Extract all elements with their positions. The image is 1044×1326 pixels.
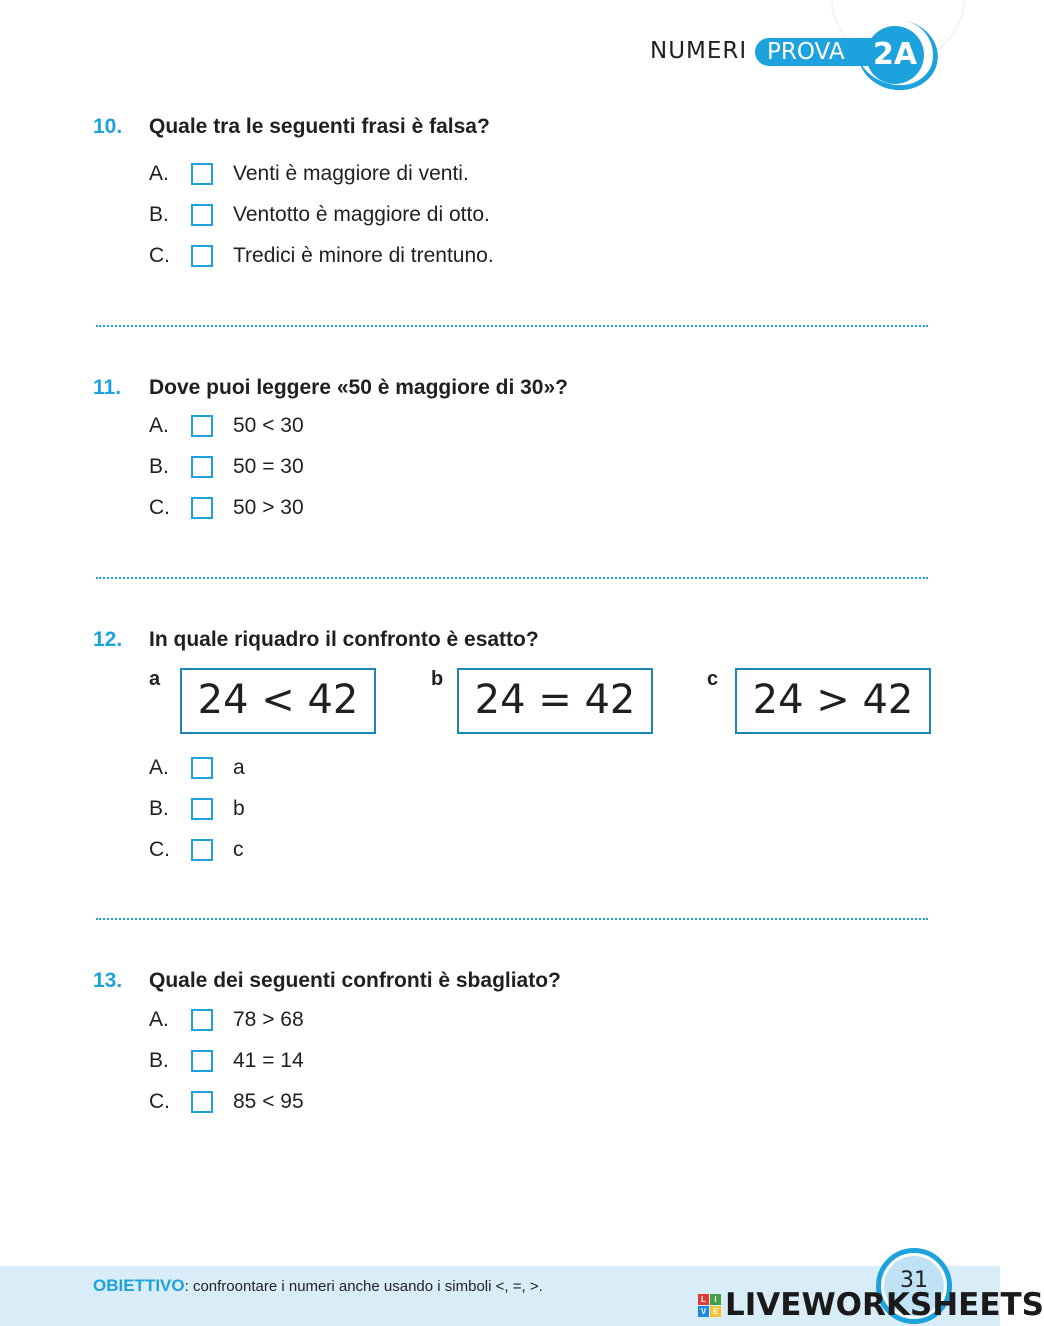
objective-text: : confroontare i numeri anche usando i simboli <, =, >. <box>184 1278 543 1295</box>
answer-checkbox[interactable] <box>191 798 213 820</box>
answer-checkbox[interactable] <box>191 497 213 519</box>
question-text: Quale tra le seguenti frasi è falsa? <box>149 115 490 138</box>
question-text: Quale dei seguenti confronti è sbagliato? <box>149 969 561 992</box>
option-letter: A. <box>149 414 169 437</box>
option-letter: B. <box>149 797 169 820</box>
option-letter: C. <box>149 496 170 519</box>
liveworksheets-logo[interactable] <box>698 1288 1044 1322</box>
option-text: Ventotto è maggiore di otto. <box>233 203 490 226</box>
option-text: b <box>233 797 245 820</box>
option-text: 41 = 14 <box>233 1049 304 1072</box>
option-letter: A. <box>149 162 169 185</box>
question-text: In quale riquadro il confronto è esatto? <box>149 628 539 651</box>
option-text: Tredici è minore di trentuno. <box>233 244 494 267</box>
option-text: 78 > 68 <box>233 1008 304 1031</box>
liveworksheets-mark-icon <box>698 1294 721 1317</box>
option-text: 50 > 30 <box>233 496 304 519</box>
brand-mark-letter: E <box>710 1306 721 1317</box>
comparison-label-a: a <box>149 668 161 690</box>
option-letter: C. <box>149 244 170 267</box>
objective <box>93 1276 543 1296</box>
answer-checkbox[interactable] <box>191 456 213 478</box>
comparison-box-b: 24 = 42 <box>457 668 653 734</box>
comparison-label-b: b <box>431 668 444 690</box>
brand-mark-letter: V <box>698 1306 709 1317</box>
answer-checkbox[interactable] <box>191 163 213 185</box>
option-letter: C. <box>149 838 170 861</box>
brand-mark-letter: I <box>710 1294 721 1305</box>
brand-mark-letter: L <box>698 1294 709 1305</box>
comparison-label-c: c <box>707 668 719 690</box>
option-text: 50 < 30 <box>233 414 304 437</box>
page-number: 31 <box>884 1256 944 1316</box>
answer-checkbox[interactable] <box>191 757 213 779</box>
question-number: 11. <box>93 376 122 399</box>
answer-checkbox[interactable] <box>191 1009 213 1031</box>
option-text: 85 < 95 <box>233 1090 304 1113</box>
comparison-box-a: 24 < 42 <box>180 668 376 734</box>
section-title: NUMERI <box>650 38 748 64</box>
answer-checkbox[interactable] <box>191 415 213 437</box>
question-text: Dove puoi leggere «50 è maggiore di 30»? <box>149 376 568 399</box>
option-letter: B. <box>149 1049 169 1072</box>
option-letter: C. <box>149 1090 170 1113</box>
option-letter: A. <box>149 1008 169 1031</box>
dotted-divider <box>96 918 928 920</box>
option-text: a <box>233 756 245 779</box>
answer-checkbox[interactable] <box>191 204 213 226</box>
dotted-divider <box>96 325 928 327</box>
question-number: 12. <box>93 628 123 651</box>
option-letter: A. <box>149 756 169 779</box>
objective-label: OBIETTIVO <box>93 1276 185 1295</box>
dotted-divider <box>96 577 928 579</box>
option-letter: B. <box>149 455 169 478</box>
question-number: 10. <box>93 115 123 138</box>
answer-checkbox[interactable] <box>191 245 213 267</box>
test-label: PROVA <box>755 38 875 66</box>
option-text: c <box>233 838 244 861</box>
option-text: 50 = 30 <box>233 455 304 478</box>
answer-checkbox[interactable] <box>191 1091 213 1113</box>
question-number: 13. <box>93 969 123 992</box>
brand-name: LIVEWORKSHEETS <box>725 1287 1044 1323</box>
test-badge: 2A <box>866 26 924 84</box>
option-text: Venti è maggiore di venti. <box>233 162 469 185</box>
comparison-box-c: 24 > 42 <box>735 668 931 734</box>
answer-checkbox[interactable] <box>191 839 213 861</box>
option-letter: B. <box>149 203 169 226</box>
answer-checkbox[interactable] <box>191 1050 213 1072</box>
